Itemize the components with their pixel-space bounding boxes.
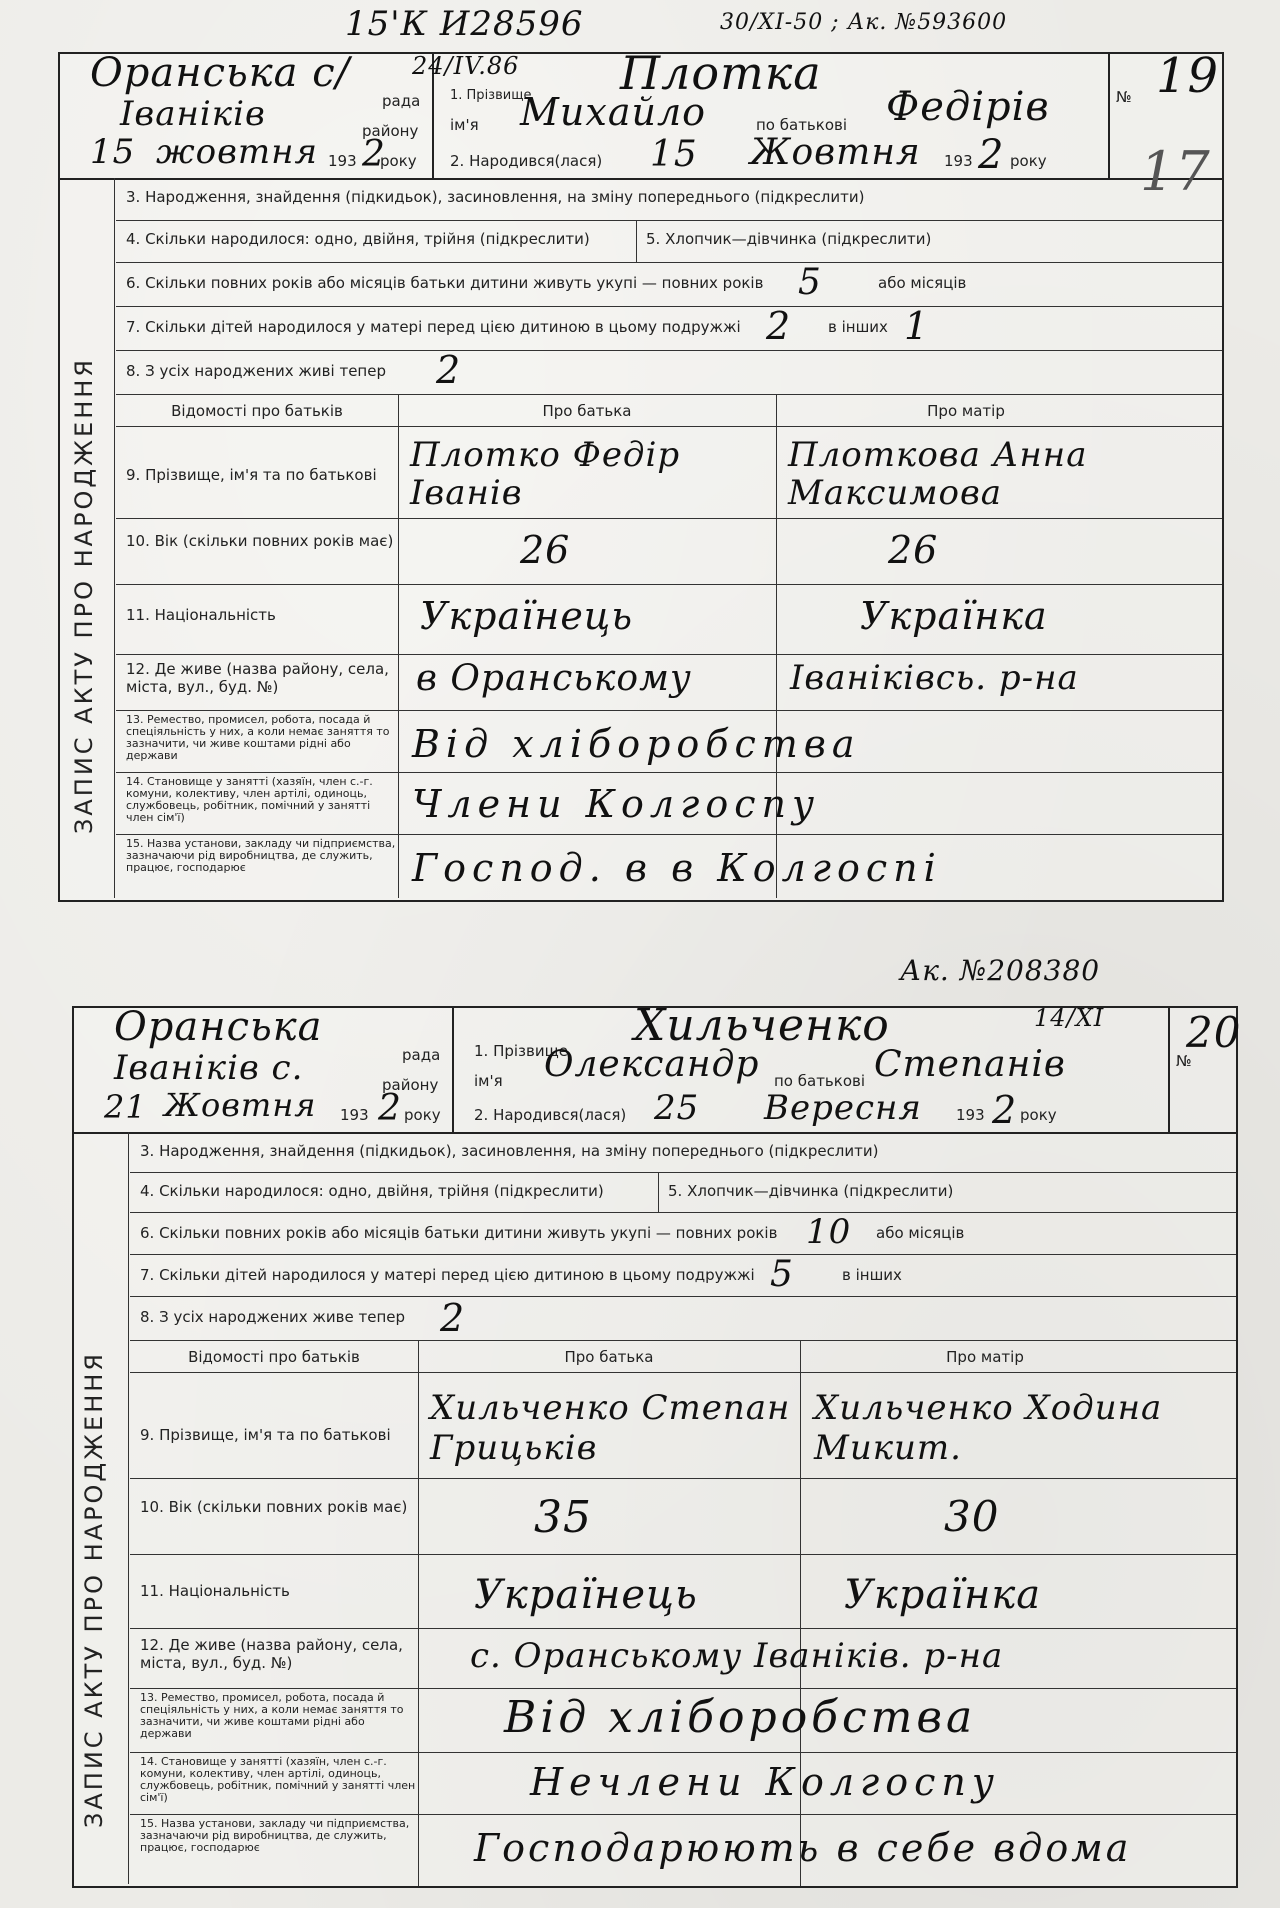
- hand-reg-year-digit: 2: [362, 134, 386, 175]
- left-margin-line: [128, 1132, 129, 1884]
- field5-label: 5. Хлопчик—дівчинка (підкреслити): [646, 230, 932, 248]
- f13-label: 13. Ремество, промисел, робота, посада й спеціяльність у них, а коли немає заняття то зазначити, чи живе коштами рідні або держави: [126, 713, 390, 762]
- hand-field6: 10: [806, 1212, 852, 1252]
- stamp-date: 24/IV.86: [412, 52, 520, 80]
- year-prefix: 193: [328, 152, 357, 170]
- surname-label: 1. Прізвище: [474, 1042, 568, 1060]
- f9-line: [130, 1478, 1236, 1479]
- hand-surname: Плотка: [620, 46, 822, 100]
- hand-reg-day: 15: [90, 132, 136, 172]
- hand-patronymic: Федірів: [886, 84, 1050, 130]
- patronymic-label: по батькові: [774, 1072, 866, 1090]
- field8-row: [130, 1296, 1236, 1341]
- hand-father-residence: в Оранському: [416, 658, 692, 699]
- hand-birth-day: 25: [654, 1088, 700, 1128]
- hand-institution: Господарюють в себе вдома: [474, 1826, 1132, 1870]
- f11-line: [130, 1628, 1236, 1629]
- patronymic-label: по батькові: [756, 116, 848, 134]
- f14-line: [130, 1814, 1236, 1815]
- field5-label: 5. Хлопчик—дівчинка (підкреслити): [668, 1182, 954, 1200]
- hand-mother-name: Плоткова Анна Максимова: [788, 435, 1088, 513]
- mother-header: Про матір: [946, 1348, 1024, 1366]
- hand-field8: 2: [440, 1296, 466, 1340]
- hand-name: Олександр: [544, 1044, 760, 1085]
- parents-col1-line: [398, 394, 399, 898]
- surname-label: 1. Прізвище: [450, 88, 532, 103]
- hand-mother-residence: Іваніківсь. р-на: [790, 658, 1079, 698]
- hand-father-name: Хильченко Степан Грицьків: [430, 1388, 791, 1468]
- hand-name: Михайло: [520, 90, 707, 134]
- field8-label: 8. З усіх народжених живі тепер: [126, 362, 386, 380]
- hand-birth-month: Вересня: [764, 1088, 922, 1128]
- hand-surname: Хильченко: [634, 1000, 890, 1051]
- hand-field7-a: 5: [770, 1254, 794, 1295]
- f14-label: 14. Становище у занятті (хазяїн, член с.-г. комуни, колективу, член артілі, одиноць, службовець, робітник, помічний у занятті член сім'ї): [140, 1755, 416, 1804]
- f11-label: 11. Національність: [126, 606, 276, 624]
- f12-line: [130, 1688, 1236, 1689]
- vertical-title: ЗАПИС АКТУ ПРО НАРОДЖЕННЯ: [70, 357, 98, 834]
- council-label: рада: [402, 1046, 441, 1064]
- no-label: №: [1116, 88, 1132, 106]
- record-header: [60, 46, 1222, 180]
- hand-reg-month: Жовтня: [164, 1086, 317, 1124]
- hand-council: Оранська с/: [90, 50, 351, 96]
- born-label: 2. Народився(лася): [474, 1106, 627, 1124]
- record-number: 19: [1156, 48, 1220, 104]
- second-act-annotation: Ак. №208380: [900, 954, 1101, 987]
- field8-row: [116, 350, 1222, 395]
- parents-header-line: [116, 426, 1222, 427]
- birth-record-form-1: [58, 46, 1224, 902]
- field8-label: 8. З усіх народжених живе тепер: [140, 1308, 406, 1326]
- f11-line: [116, 654, 1222, 655]
- left-margin-line: [114, 178, 115, 898]
- parents-header: Відомості про батьків: [171, 402, 343, 420]
- field3-label: 3. Народження, знайдення (підкидьок), засиновлення, на зміну попереднього (підкреслити): [126, 188, 865, 206]
- field4-row: [116, 220, 1222, 263]
- parents-header-line: [130, 1372, 1236, 1373]
- field7-end-label: в інших: [828, 318, 888, 336]
- field6-row: [130, 1212, 1236, 1255]
- hand-father-name: Плотко Федір Іванів: [410, 435, 681, 513]
- year-prefix: 193: [340, 1106, 369, 1124]
- hand-father-nationality: Українець: [420, 594, 634, 638]
- year-suffix-label: року: [404, 1106, 441, 1124]
- registry-office-block: [60, 50, 434, 178]
- hand-mother-name: Хильченко Ходина Микит.: [814, 1388, 1163, 1468]
- hand-employment-status: Члени Колгоспу: [412, 782, 821, 826]
- field7-label: 7. Скільки дітей народилося у матері перед цією дитиною в цьому подружжі: [140, 1266, 755, 1284]
- hand-mother-nationality: Українка: [844, 1572, 1042, 1618]
- field7-end-label: в інших: [842, 1266, 902, 1284]
- record-header: [74, 1000, 1242, 1134]
- field4-row: [130, 1172, 1236, 1213]
- stamp-date: 14/XI: [1034, 1004, 1105, 1032]
- field3-row: [130, 1132, 1236, 1173]
- record-number-box: [1168, 1008, 1242, 1132]
- field4-divider: [636, 220, 637, 262]
- name-label: ім'я: [474, 1072, 503, 1090]
- f13-label: 13. Ремество, промисел, робота, посада й спеціяльність у них, а коли немає заняття то зазначити, чи живе коштами рідні або держави: [140, 1691, 404, 1740]
- hand-institution: Господ. в в Колгоспі: [412, 846, 942, 890]
- hand-reg-month: жовтня: [156, 132, 319, 172]
- f10-line: [130, 1554, 1236, 1555]
- f9-label: 9. Прізвище, ім'я та по батькові: [126, 466, 377, 484]
- field7-row: [116, 306, 1222, 351]
- field7-label: 7. Скільки дітей народилося у матері перед цією дитиною в цьому подружжі: [126, 318, 741, 336]
- f15-label: 15. Назва установи, закладу чи підприємства, зазначаючи рід виробництва, де служить, працює, господарює: [126, 837, 396, 874]
- hand-birth-day: 15: [650, 134, 698, 175]
- hand-occupation: Від хліборобства: [504, 1692, 977, 1743]
- f9-line: [116, 518, 1222, 519]
- registry-office-block: [74, 1004, 454, 1132]
- name-label: ім'я: [450, 116, 479, 134]
- field4-label: 4. Скільки народилося: одно, двійня, трійня (підкреслити): [140, 1182, 604, 1200]
- f14-line: [116, 834, 1222, 835]
- father-header: Про батька: [542, 402, 632, 420]
- field4-divider: [658, 1172, 659, 1212]
- f9-label: 9. Прізвище, ім'я та по батькові: [140, 1426, 391, 1444]
- council-label: рада: [382, 92, 421, 110]
- parents-col2-line: [800, 1340, 801, 1886]
- field3-label: 3. Народження, знайдення (підкидьок), засиновлення, на зміну попереднього (підкреслити): [140, 1142, 879, 1160]
- hand-district: Іваніків с.: [114, 1048, 304, 1088]
- hand-father-residence: с. Оранському Іваніків. р-на: [470, 1636, 1004, 1676]
- field7-row: [130, 1254, 1236, 1297]
- hand-father-age: 35: [534, 1492, 592, 1543]
- f11-label: 11. Національність: [140, 1582, 290, 1600]
- hand-field6: 5: [798, 262, 822, 303]
- field3-row: [116, 178, 1222, 221]
- hand-employment-status: Нечлени Колгоспу: [530, 1760, 1000, 1804]
- hand-reg-day: 21: [104, 1088, 147, 1126]
- hand-council: Оранська: [114, 1004, 323, 1050]
- top-act-annotation: 30/XI-50 ; Ак. №593600: [720, 10, 1008, 35]
- hand-mother-nationality: Українка: [860, 594, 1048, 638]
- f14-label: 14. Становище у занятті (хазяїн, член с.-г. комуни, колективу, член артілі, одиноць, службовець, робітник, помічний у занятті член сім'ї): [126, 775, 373, 824]
- hand-field7-b: 1: [904, 304, 930, 348]
- hand-field8: 2: [436, 348, 462, 392]
- district-label: району: [382, 1076, 439, 1094]
- hand-reg-year-digit: 2: [378, 1088, 402, 1129]
- field6-label: 6. Скільки повних років або місяців батьки дитини живуть укупі — повних років: [126, 274, 764, 292]
- hand-occupation: Від хліборобства: [412, 722, 861, 766]
- vertical-title: ЗАПИС АКТУ ПРО НАРОДЖЕННЯ: [80, 1351, 108, 1828]
- parents-header: Відомості про батьків: [188, 1348, 360, 1366]
- hand-patronymic: Степанів: [874, 1044, 1066, 1085]
- mother-header: Про матір: [927, 402, 1005, 420]
- year-suffix-birth: року: [1010, 152, 1047, 170]
- no-label: №: [1176, 1052, 1192, 1070]
- field6-end-label: або місяців: [876, 1224, 965, 1242]
- f10-label: 10. Вік (скільки повних років має): [126, 532, 394, 550]
- f12-line: [116, 710, 1222, 711]
- hand-mother-age: 30: [944, 1492, 1000, 1541]
- f10-label: 10. Вік (скільки повних років має): [140, 1498, 408, 1516]
- field4-label: 4. Скільки народилося: одно, двійня, трійня (підкреслити): [126, 230, 590, 248]
- hand-birth-month: Жовтня: [750, 132, 921, 173]
- f13-line: [116, 772, 1222, 773]
- district-label: району: [362, 122, 419, 140]
- f12-label: 12. Де живе (назва району, села, міста, вул., буд. №): [126, 660, 389, 696]
- born-label: 2. Народився(лася): [450, 152, 603, 170]
- f10-line: [116, 584, 1222, 585]
- birth-record-form-2: [72, 1000, 1242, 1888]
- record-number: 20: [1186, 1008, 1242, 1057]
- f13-line: [130, 1752, 1236, 1753]
- year-prefix-birth: 193: [944, 152, 973, 170]
- year-suffix-birth: року: [1020, 1106, 1057, 1124]
- field6-end-label: або місяців: [878, 274, 967, 292]
- f12-label: 12. Де живе (назва району, села, міста, вул., буд. №): [140, 1636, 403, 1672]
- f15-label: 15. Назва установи, закладу чи підприємства, зазначаючи рід виробництва, де служить, працює, господарює: [140, 1817, 410, 1854]
- field6-label: 6. Скільки повних років або місяців батьки дитини живуть укупі — повних років: [140, 1224, 778, 1242]
- hand-birth-year-digit: 2: [992, 1088, 1018, 1132]
- year-prefix-birth: 193: [956, 1106, 985, 1124]
- hand-father-age: 26: [520, 528, 571, 572]
- hand-field7-a: 2: [766, 304, 792, 348]
- hand-birth-year-digit: 2: [978, 132, 1005, 178]
- year-suffix-label: року: [380, 152, 417, 170]
- hand-district: Іваніків: [120, 94, 266, 134]
- top-archive-annotation: 15'К И28596: [345, 4, 584, 44]
- father-header: Про батька: [564, 1348, 654, 1366]
- parents-col1-line: [418, 1340, 419, 1886]
- hand-mother-age: 26: [888, 528, 939, 572]
- corner-mark: 17: [1140, 140, 1211, 203]
- field6-row: [116, 262, 1222, 307]
- hand-father-nationality: Українець: [474, 1572, 698, 1618]
